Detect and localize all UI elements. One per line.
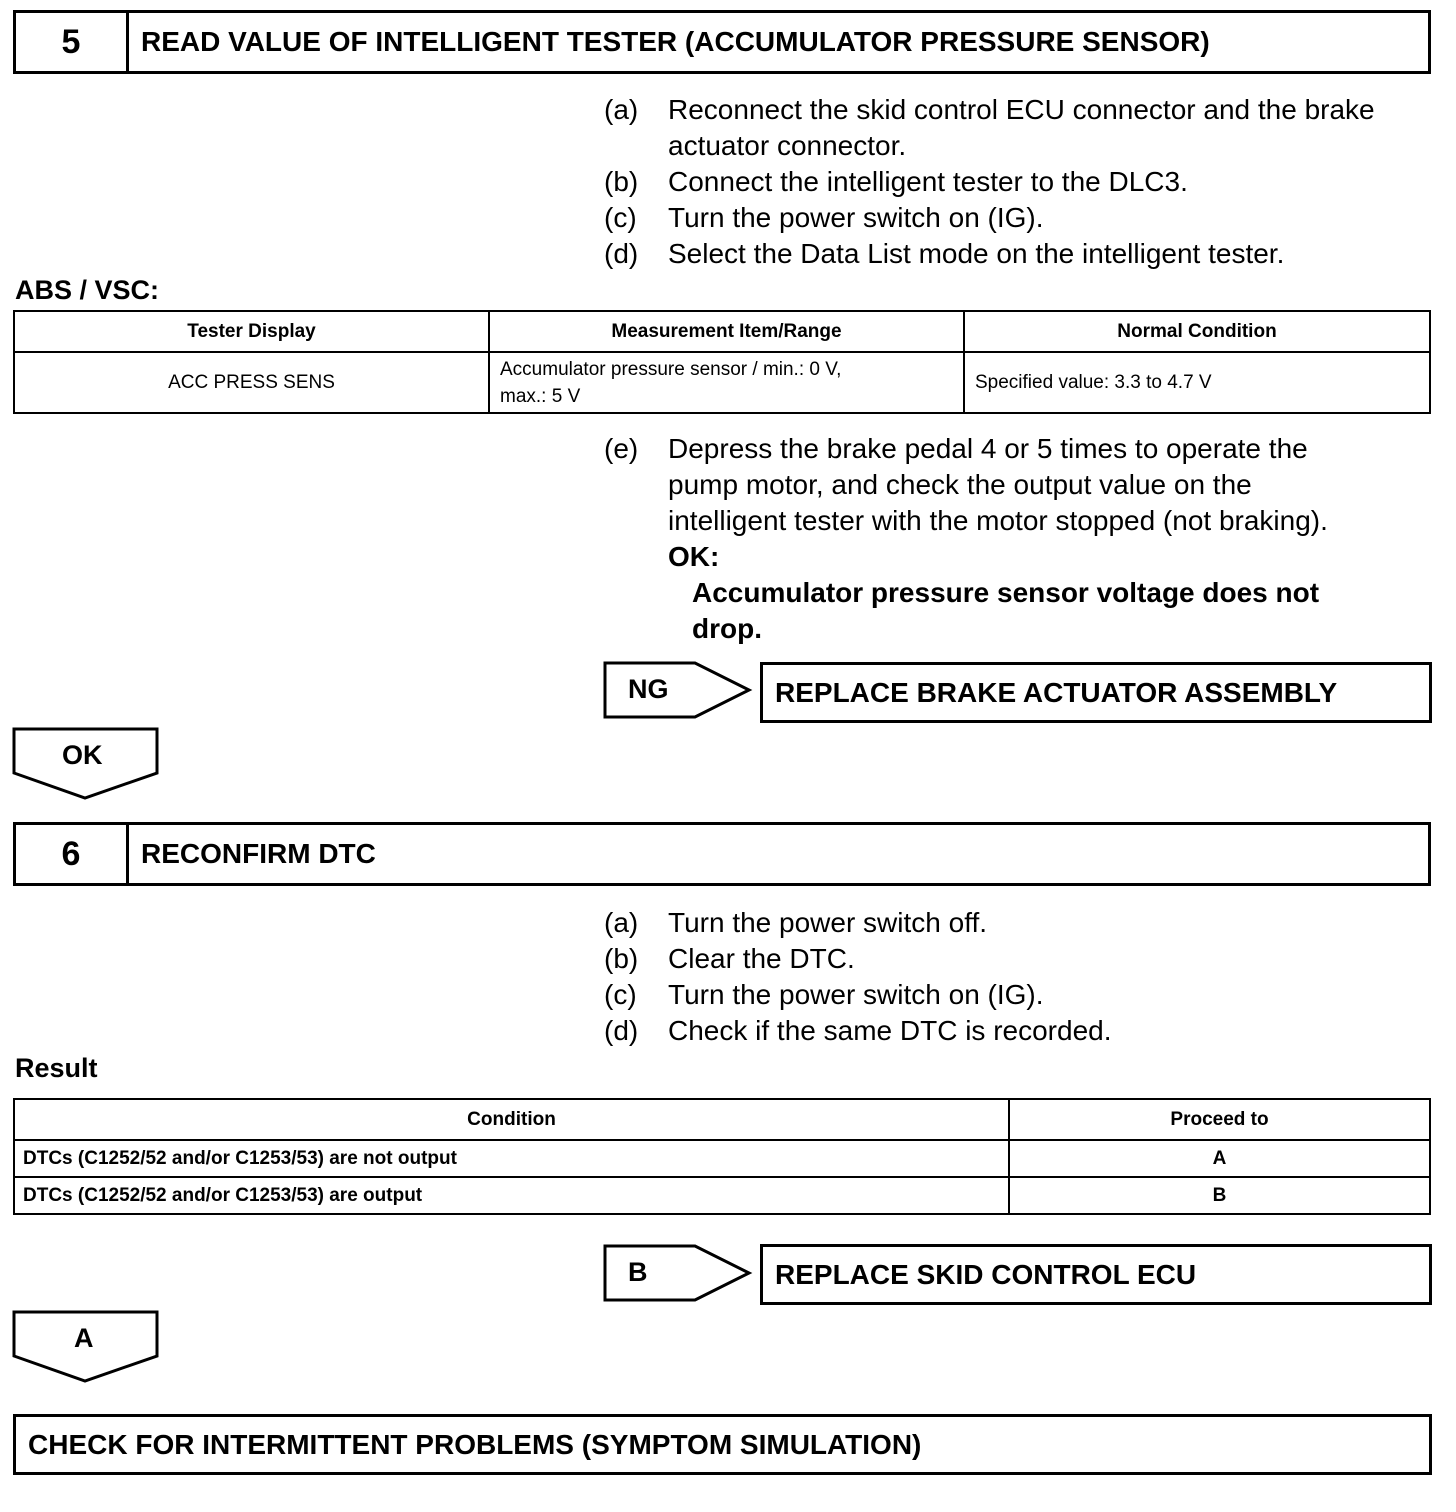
ok-flow-label: OK: [62, 740, 103, 770]
table-row: [14, 1177, 1430, 1214]
table-cell: DTCs (C1252/52 and/or C1253/53) are not output: [14, 1140, 1009, 1177]
instruction-item: [604, 236, 1375, 272]
ok-criteria-line: drop.: [692, 613, 762, 644]
instruction-item: [604, 200, 1375, 236]
instruction-item: [604, 941, 1112, 977]
step6-number: 6: [16, 825, 129, 883]
instruction-item: [604, 977, 1112, 1013]
instruction-label: (a): [604, 907, 639, 938]
instruction-label: (e): [604, 433, 639, 464]
table-header: Proceed to: [1009, 1099, 1430, 1140]
instruction-label: (a): [604, 94, 639, 125]
ok-criteria-line: Accumulator pressure sensor voltage does not: [692, 577, 1320, 608]
final-result-box: CHECK FOR INTERMITTENT PROBLEMS (SYMPTOM SIMULATION): [13, 1414, 1432, 1475]
step6-instructions: [604, 905, 1112, 1049]
table-cell: A: [1009, 1140, 1430, 1177]
instruction-label: (c): [604, 202, 637, 233]
b-label: B: [628, 1257, 648, 1287]
table-row: [14, 1140, 1430, 1177]
instruction-item: [604, 1013, 1112, 1049]
ng-arrow-icon: [603, 661, 753, 719]
table-header-row: [14, 311, 1430, 352]
instruction-line: intelligent tester with the motor stopped (not braking).: [668, 505, 1328, 536]
instruction-item: [604, 92, 1375, 164]
instruction-line: Depress the brake pedal 4 or 5 times to operate the: [668, 433, 1308, 464]
step5-instructions: [604, 92, 1375, 272]
step6-title: RECONFIRM DTC: [141, 838, 376, 869]
instruction-line: pump motor, and check the output value on the: [668, 469, 1252, 500]
table-row: [14, 352, 1430, 413]
table-cell: DTCs (C1252/52 and/or C1253/53) are output: [14, 1177, 1009, 1214]
ok-criteria: [668, 575, 1328, 647]
step5-number: 5: [16, 13, 129, 71]
ng-label: NG: [628, 674, 669, 704]
instruction-label: (c): [604, 979, 637, 1010]
instruction-label: (d): [604, 238, 639, 269]
table-header: Normal Condition: [964, 311, 1430, 352]
result-label: Result: [15, 1053, 98, 1083]
instruction-line: Clear the DTC.: [668, 943, 855, 974]
ok-criteria-label: OK:: [668, 541, 720, 572]
instruction-label: (d): [604, 1015, 639, 1046]
table-cell: ACC PRESS SENS: [14, 352, 489, 413]
instruction-line: actuator connector.: [668, 130, 907, 161]
table-header: Condition: [14, 1099, 1009, 1140]
instruction-line: Turn the power switch on (IG).: [668, 202, 1044, 233]
instruction-line: Turn the power switch off.: [668, 907, 988, 938]
instruction-label: (b): [604, 166, 639, 197]
step5-title: READ VALUE OF INTELLIGENT TESTER (ACCUMULATOR PRESSURE SENSOR): [141, 26, 1210, 57]
b-arrow-icon: [603, 1244, 753, 1302]
abs-vsc-table: [13, 310, 1431, 414]
instruction-line: Select the Data List mode on the intelligent tester.: [668, 238, 1285, 269]
instruction-line: Turn the power switch on (IG).: [668, 979, 1044, 1010]
table-header: Tester Display: [14, 311, 489, 352]
step5-instruction-e: [604, 431, 1328, 647]
table-cell: [489, 352, 964, 413]
step6-header: [13, 822, 1431, 886]
instruction-item: [604, 905, 1112, 941]
instruction-line: Connect the intelligent tester to the DLC3.: [668, 166, 1188, 197]
cell-line: max.: 5 V: [500, 385, 581, 407]
cell-line: Accumulator pressure sensor / min.: 0 V,: [500, 358, 842, 380]
table-header-row: [14, 1099, 1430, 1140]
step5-header: [13, 10, 1431, 74]
a-flow-label: A: [74, 1323, 94, 1353]
instruction-line: Check if the same DTC is recorded.: [668, 1015, 1112, 1046]
instruction-item: [604, 164, 1375, 200]
abs-vsc-label: ABS / VSC:: [15, 275, 160, 305]
table-cell: Specified value: 3.3 to 4.7 V: [964, 352, 1430, 413]
ng-result-box: REPLACE BRAKE ACTUATOR ASSEMBLY: [760, 662, 1432, 723]
instruction-label: (b): [604, 943, 639, 974]
instruction-line: Reconnect the skid control ECU connector and the brake: [668, 94, 1375, 125]
result-table: [13, 1098, 1431, 1215]
table-header: Measurement Item/Range: [489, 311, 964, 352]
table-cell: B: [1009, 1177, 1430, 1214]
b-result-box: REPLACE SKID CONTROL ECU: [760, 1244, 1432, 1305]
